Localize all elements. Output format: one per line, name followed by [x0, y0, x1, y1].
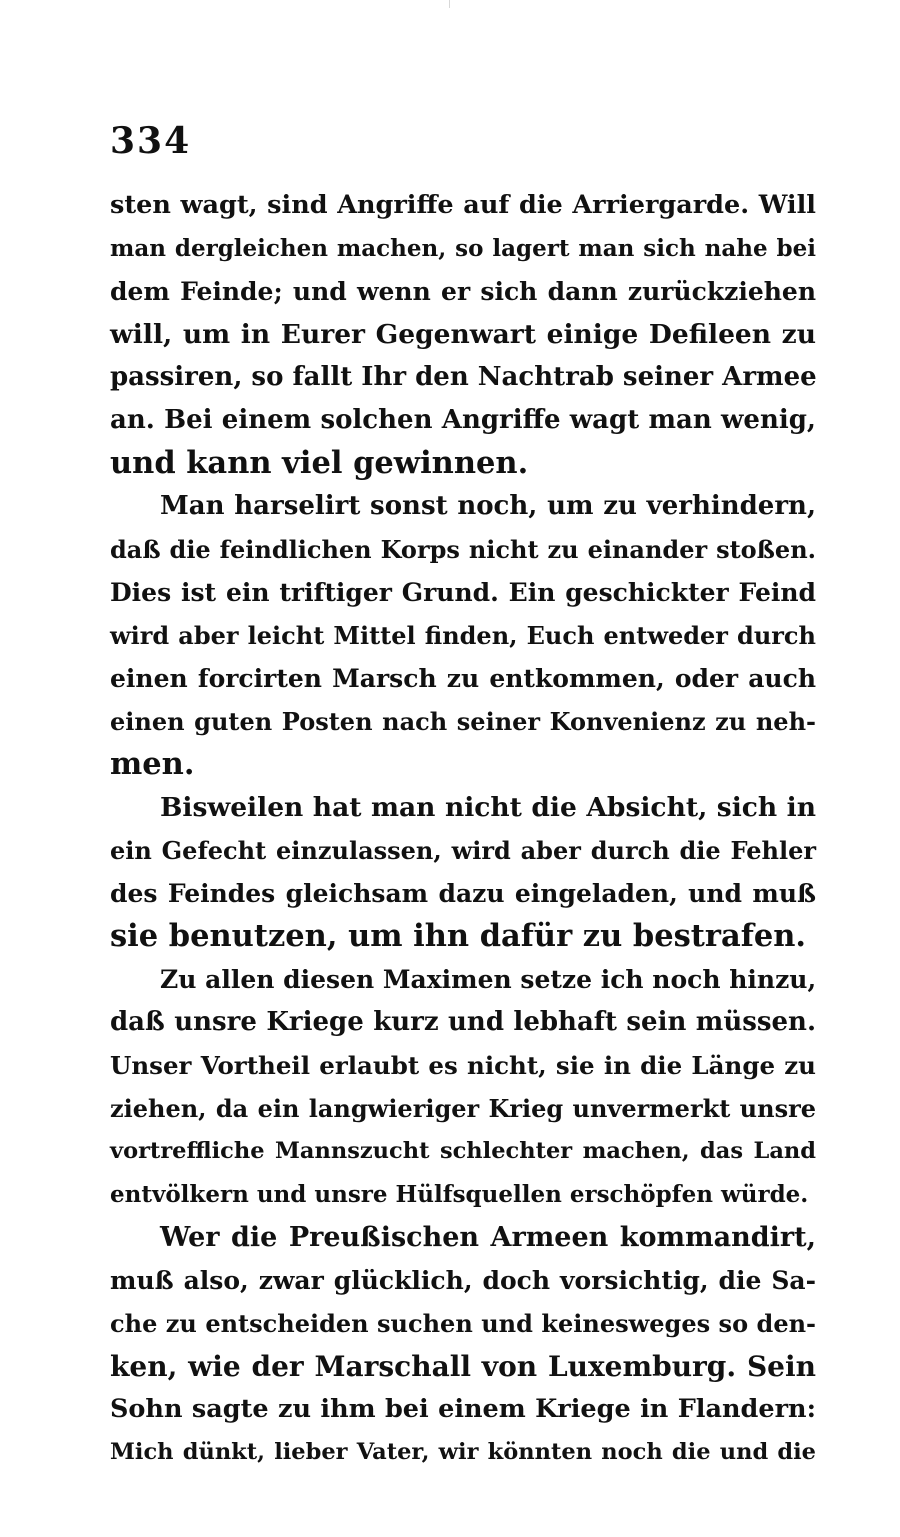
text-line: Mich dünkt, lieber Vater, wir könnten noch die und die: [110, 1439, 816, 1465]
text-line: an. Bei einem solchen Angriffe wagt man wenig,: [110, 405, 816, 435]
text-line: ken, wie der Marschall von Luxemburg. Sein: [110, 1350, 816, 1383]
text-line: Wer die Preußischen Armeen kommandirt,: [160, 1222, 816, 1253]
text-line: Sohn sagte zu ihm bei einem Kriege in Flandern:: [110, 1394, 816, 1424]
text-line: sie benutzen, um ihn dafür zu bestrafen.: [110, 918, 807, 954]
text-line: Zu allen diesen Maximen setze ich noch hinzu,: [160, 965, 817, 994]
body-text: [110, 184, 816, 1474]
text-line: daß die feindlichen Korps nicht zu einander stoßen.: [110, 535, 816, 564]
text-line: che zu entscheiden suchen und keinesweges so den-: [110, 1309, 816, 1338]
text-line: vortreffliche Mannszucht schlechter machen, das Land: [110, 1138, 816, 1164]
scan-artifact: [449, 0, 450, 8]
text-line: Bisweilen hat man nicht die Absicht, sich in: [160, 792, 816, 823]
text-line: muß also, zwar glücklich, doch vorsichtig, die Sa-: [110, 1266, 816, 1295]
text-line: wird aber leicht Mittel finden, Euch entweder durch: [110, 621, 816, 650]
text-line: entvölkern und unsre Hülfsquellen erschöpfen würde.: [110, 1181, 809, 1208]
text-line: einen forcirten Marsch zu entkommen, oder auch: [110, 664, 816, 693]
text-line: ziehen, da ein langwieriger Krieg unvermerkt unsre: [110, 1094, 816, 1123]
text-line: daß unsre Kriege kurz und lebhaft sein müssen.: [110, 1007, 816, 1037]
page-number: 334: [110, 120, 192, 162]
text-line: will, um in Eurer Gegenwart einige Defileen zu: [110, 319, 816, 350]
text-line: man dergleichen machen, so lagert man sich nahe bei: [110, 235, 816, 262]
text-line: sten wagt, sind Angriffe auf die Arriergarde. Will: [110, 190, 816, 220]
text-line: Unser Vortheil erlaubt es nicht, sie in die Länge zu: [110, 1051, 816, 1080]
text-line: und kann viel gewinnen.: [110, 445, 529, 481]
text-line: men.: [110, 746, 195, 782]
text-line: einen guten Posten nach seiner Konvenienz zu neh-: [110, 707, 816, 736]
text-line: passiren, so fallt Ihr den Nachtrab seiner Armee: [110, 362, 817, 392]
text-line: ein Gefecht einzulassen, wird aber durch die Fehler: [110, 836, 816, 865]
text-line: dem Feinde; und wenn er sich dann zurückziehen: [110, 277, 816, 306]
text-line: des Feindes gleichsam dazu eingeladen, und muß: [110, 879, 816, 908]
text-line: Dies ist ein triftiger Grund. Ein geschickter Feind: [110, 578, 816, 607]
text-line: Man harselirt sonst noch, um zu verhindern,: [160, 491, 816, 521]
